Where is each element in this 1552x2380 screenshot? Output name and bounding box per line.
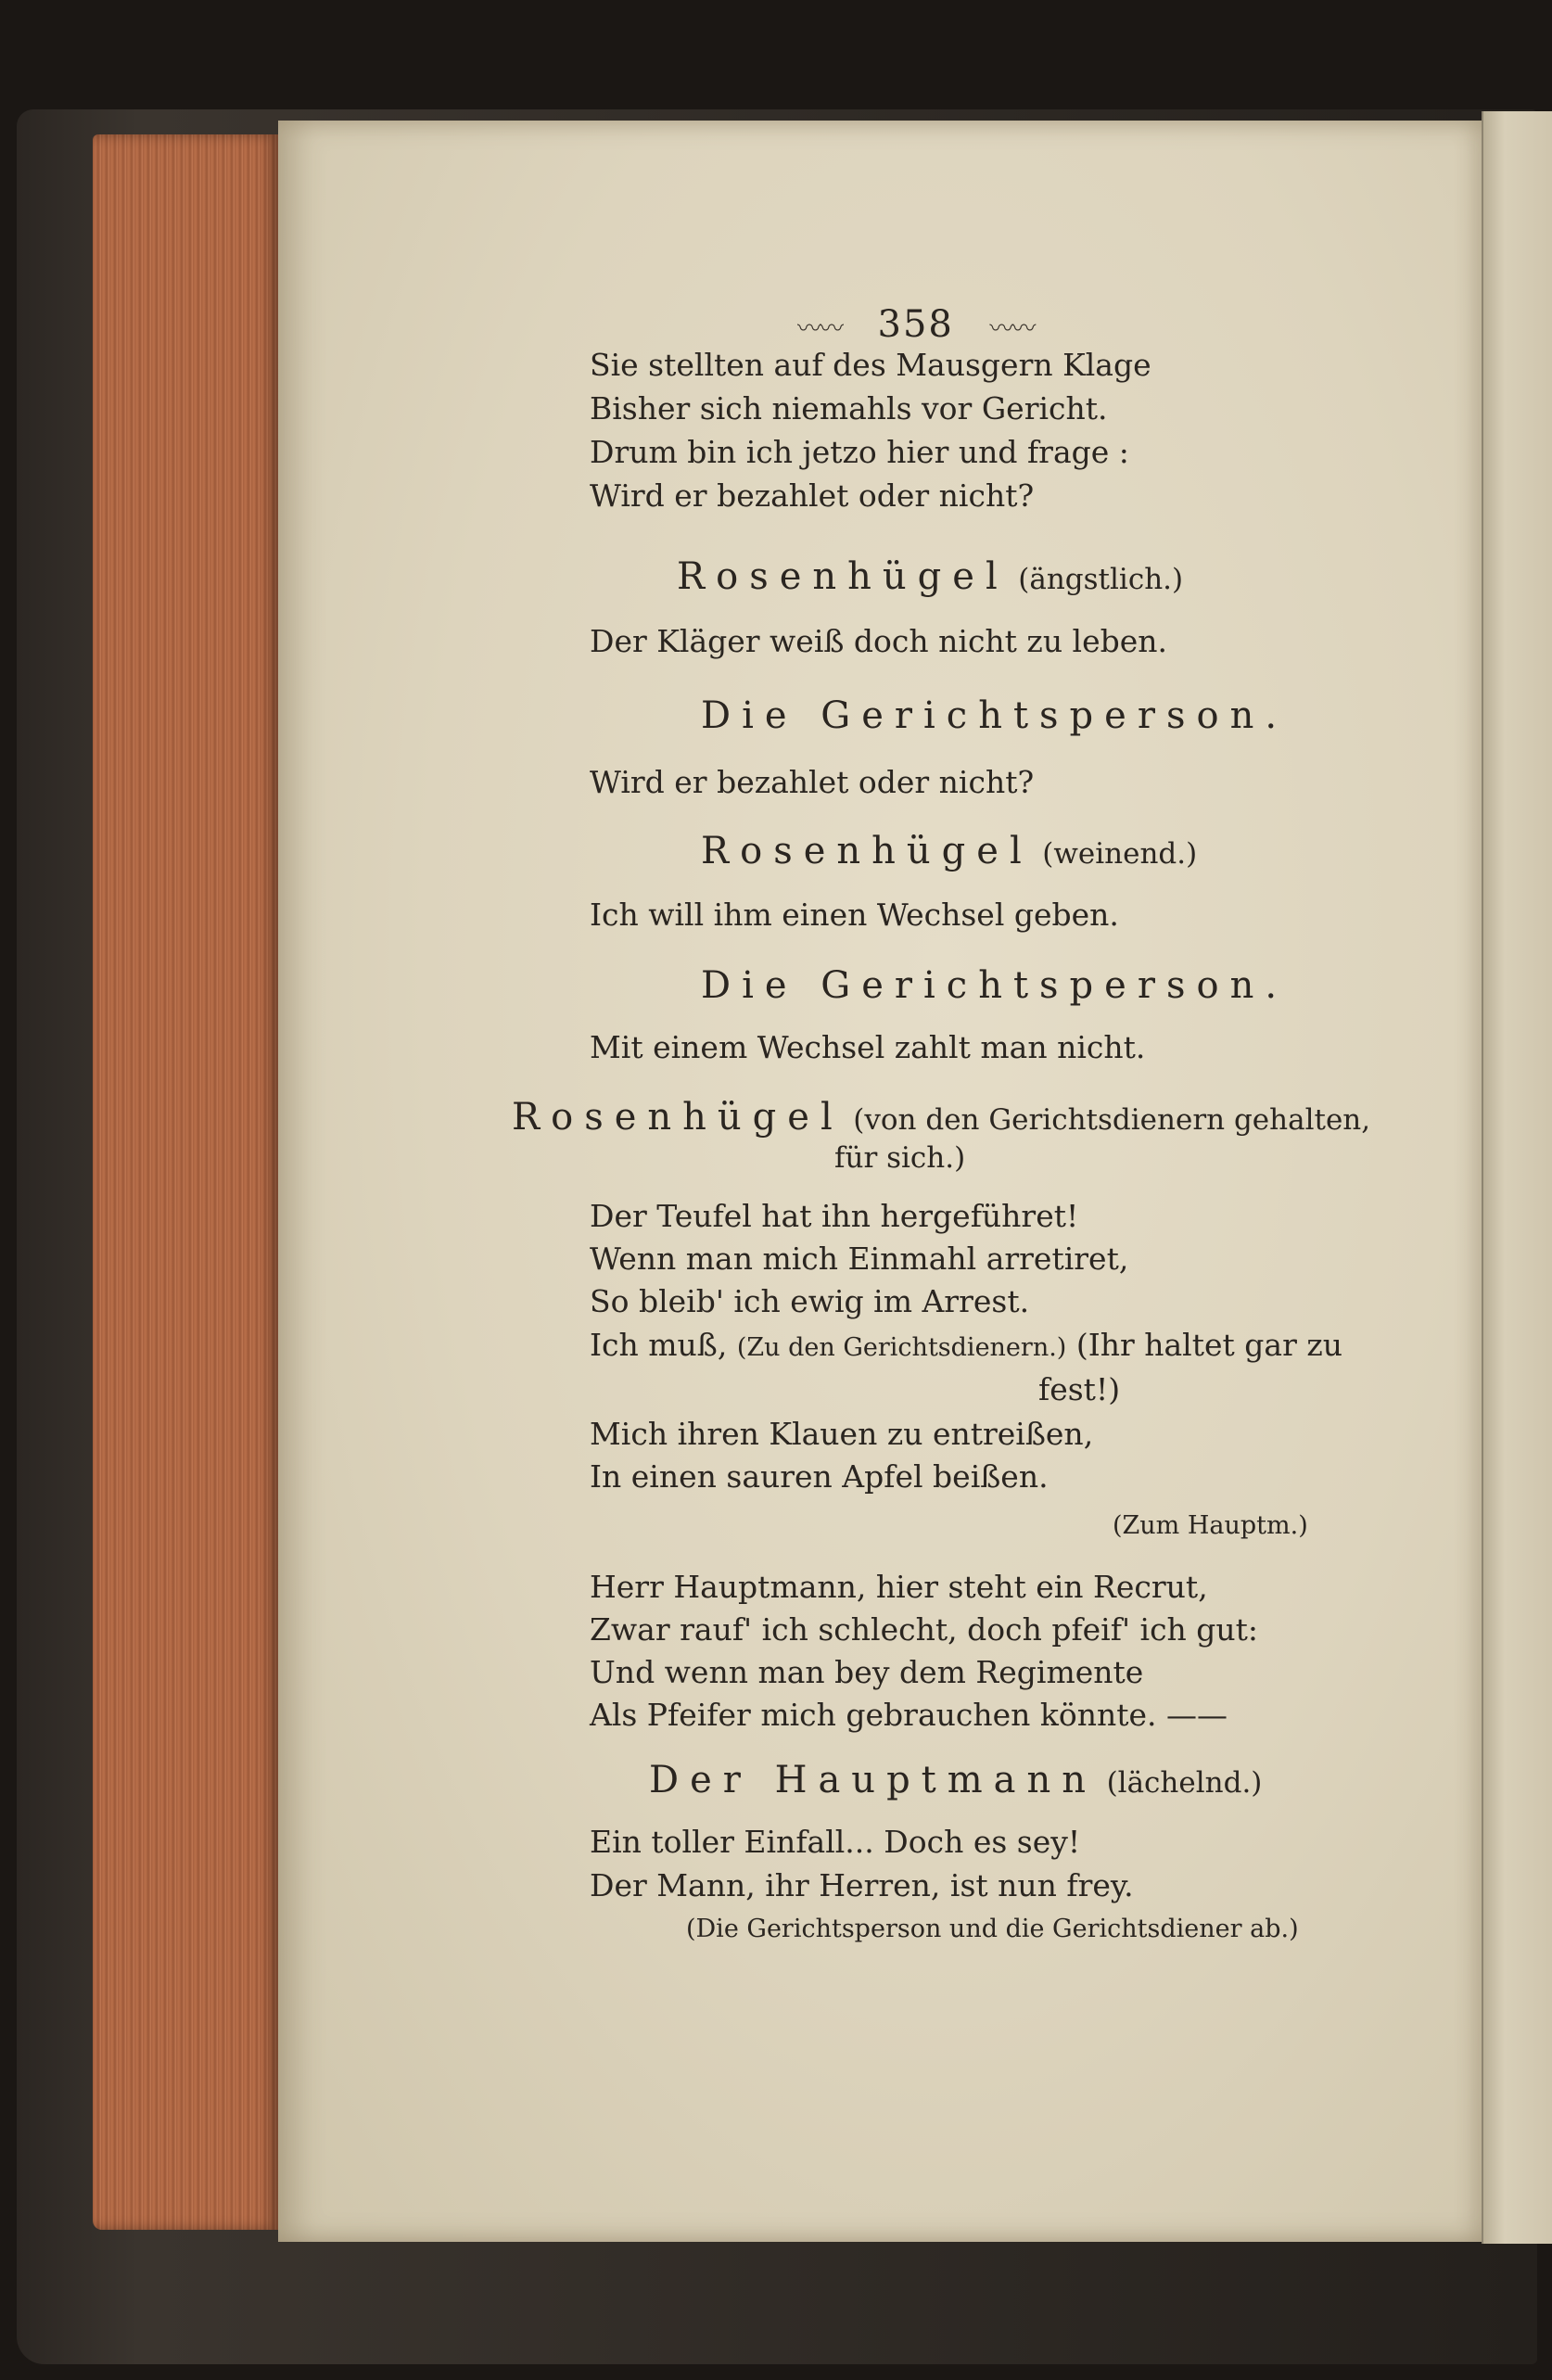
verse-line: Zwar rauf' ich schlecht, doch pfeif' ich gut: [590,1611,1259,1648]
book-page [278,121,1482,2242]
verse-line: Drum bin ich jetzo hier und frage : [590,434,1129,470]
verse-line: Herr Hauptmann, hier steht ein Recrut, [590,1569,1208,1605]
verse-line: Ein toller Einfall... Doch es sey! [590,1824,1081,1860]
speaker-heading [701,964,1289,1007]
verse-line [590,1327,1342,1363]
ornament-right: 〰〰 [989,315,1035,343]
stage-direction: (weinend.) [1042,837,1198,871]
verse-line: Ich will ihm einen Wechsel geben. [590,897,1119,933]
stage-direction: (ängstlich.) [1018,563,1184,596]
page-number: 358 [877,303,954,346]
speaker-name: Die Gerichtsperson. [701,964,1289,1007]
verse-line: fest!) [1038,1371,1121,1407]
speaker-heading [701,830,1198,872]
ornament-left: 〰〰 [797,315,843,343]
stage-direction: (Die Gerichtsperson und die Gerichtsdiener ab.) [686,1915,1299,1943]
verse-line: Wenn man mich Einmahl arretiret, [590,1241,1129,1277]
verse-line: Sie stellten auf des Mausgern Klage [590,347,1151,383]
speaker-heading [677,555,1184,598]
verse-line: Und wenn man bey dem Regimente [590,1654,1144,1690]
verse-line: Bisher sich niemahls vor Gericht. [590,390,1108,426]
verse-line: Als Pfeifer mich gebrauchen könnte. —— [590,1697,1228,1733]
verse-line: Mich ihren Klauen zu entreißen, [590,1416,1094,1452]
page-edges [93,134,278,2230]
verse-line: Wird er bezahlet oder nicht? [590,764,1035,800]
speaker-name: Die Gerichtsperson. [701,694,1289,737]
speaker-heading [512,1096,1371,1139]
stage-direction: (von den Gerichtsdienern gehalten, [853,1103,1371,1137]
speaker-name: Rosenhügel [701,830,1033,872]
verse-line: Wird er bezahlet oder nicht? [590,477,1035,514]
speaker-heading [649,1759,1263,1801]
speaker-name: Der Hauptmann [649,1759,1098,1801]
verse-line: Mit einem Wechsel zahlt man nicht. [590,1029,1146,1065]
verse-line: In einen sauren Apfel beißen. [590,1458,1049,1495]
verse-line: So bleib' ich ewig im Arrest. [590,1283,1030,1319]
stage-direction: (Zu den Gerichtsdienern.) [736,1333,1067,1362]
speaker-name: Rosenhügel [677,555,1009,598]
page-header [797,303,1035,346]
stage-direction: (lächelnd.) [1106,1766,1263,1800]
speaker-name: Rosenhügel [512,1096,844,1139]
verse-line: Der Kläger weiß doch nicht zu leben. [590,623,1168,659]
stage-direction: (Zum Hauptm.) [1113,1511,1308,1540]
verse-line: Der Mann, ihr Herren, ist nun frey. [590,1867,1134,1903]
verse-line: Der Teufel hat ihn hergeführet! [590,1198,1079,1234]
speaker-heading [701,694,1289,737]
verse-text: (Ihr haltet gar zu [1075,1327,1342,1363]
verse-text: Ich muß, [590,1327,728,1363]
stage-direction: für sich.) [834,1141,966,1175]
facing-page-edge [1482,111,1552,2244]
